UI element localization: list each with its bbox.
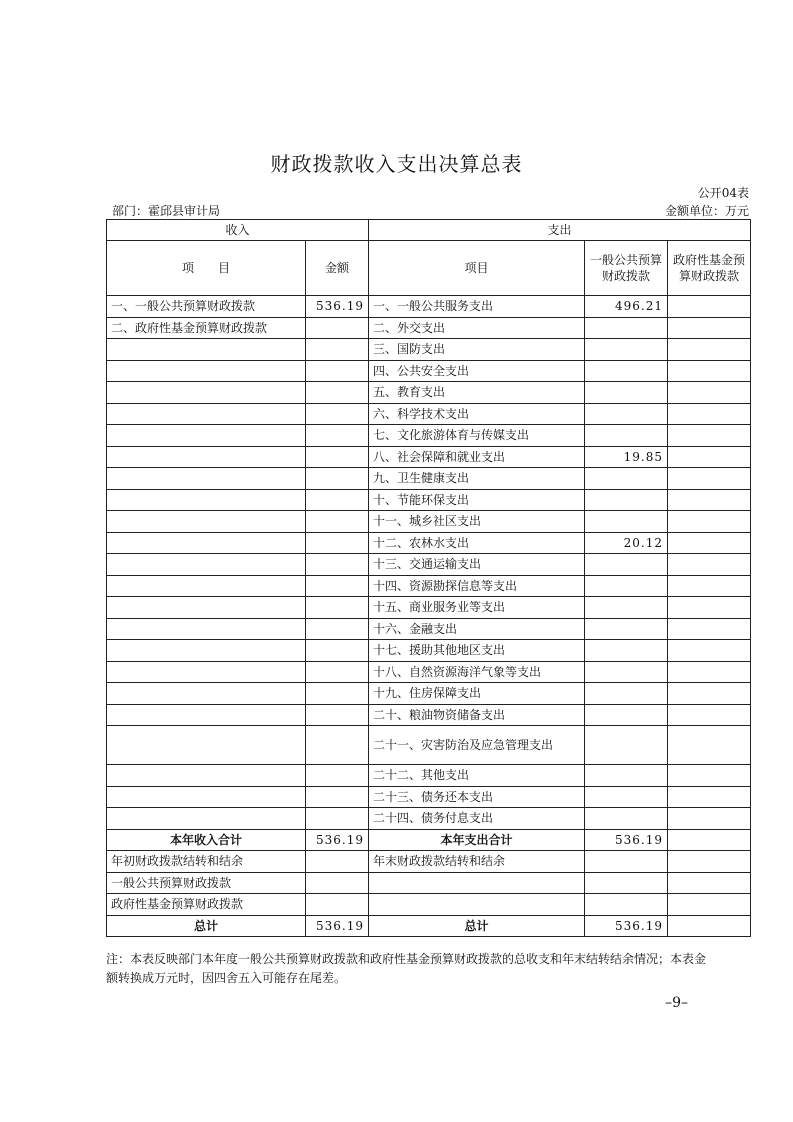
income-amount-cell bbox=[306, 339, 369, 361]
expense-item-cell: 五、教育支出 bbox=[369, 382, 585, 404]
carry-income-item: 一般公共预算财政拨款 bbox=[107, 872, 306, 894]
year-total-row bbox=[107, 829, 751, 851]
income-amount-cell bbox=[306, 575, 369, 597]
income-item-cell bbox=[107, 618, 306, 640]
expense-item-cell: 二十四、债务付息支出 bbox=[369, 808, 585, 830]
general-budget-cell bbox=[585, 597, 668, 619]
gov-fund-cell bbox=[668, 317, 751, 339]
page-title: 财政拨款收入支出决算总表 bbox=[270, 152, 523, 176]
budget-table bbox=[106, 219, 751, 937]
gov-fund-cell bbox=[668, 575, 751, 597]
column-header-row bbox=[107, 241, 751, 296]
footnote: 注：本表反映部门本年度一般公共预算财政拨款和政府性基金预算财政拨款的总收支和年末结转结余情况；本表金额转换成万元时，因四舍五入可能存在尾差。 bbox=[106, 952, 707, 985]
gov-fund-cell bbox=[668, 446, 751, 468]
year-income-total-amount: 536.19 bbox=[306, 829, 369, 851]
carryover-row bbox=[107, 894, 751, 916]
table-row bbox=[107, 597, 751, 619]
gov-fund-cell bbox=[668, 554, 751, 576]
income-item-cell bbox=[107, 704, 306, 726]
table-row bbox=[107, 296, 751, 318]
gov-fund-cell bbox=[668, 683, 751, 705]
table-row bbox=[107, 618, 751, 640]
carry-income-amount bbox=[306, 872, 369, 894]
general-budget-cell bbox=[585, 360, 668, 382]
general-budget-cell bbox=[585, 554, 668, 576]
income-amount-cell bbox=[306, 532, 369, 554]
table-row bbox=[107, 808, 751, 830]
carry-general bbox=[585, 851, 668, 873]
table-row bbox=[107, 765, 751, 787]
carryover-row bbox=[107, 872, 751, 894]
general-budget-cell bbox=[585, 382, 668, 404]
general-budget-cell bbox=[585, 468, 668, 490]
carry-general bbox=[585, 894, 668, 916]
gov-fund-cell bbox=[668, 765, 751, 787]
header-income-amount: 金额 bbox=[306, 241, 369, 296]
expense-item-cell: 七、文化旅游体育与传媒支出 bbox=[369, 425, 585, 447]
general-budget-cell bbox=[585, 726, 668, 765]
expense-item-cell: 十九、住房保障支出 bbox=[369, 683, 585, 705]
income-item-cell bbox=[107, 575, 306, 597]
general-budget-cell: 20.12 bbox=[585, 532, 668, 554]
income-item-cell bbox=[107, 808, 306, 830]
expense-item-cell: 十三、交通运输支出 bbox=[369, 554, 585, 576]
gov-fund-cell bbox=[668, 296, 751, 318]
general-budget-cell bbox=[585, 808, 668, 830]
carry-income-item: 政府性基金预算财政拨款 bbox=[107, 894, 306, 916]
carry-income-amount bbox=[306, 894, 369, 916]
income-item-cell bbox=[107, 597, 306, 619]
expense-item-cell: 八、社会保障和就业支出 bbox=[369, 446, 585, 468]
income-amount-cell bbox=[306, 640, 369, 662]
income-amount-cell bbox=[306, 808, 369, 830]
table-row bbox=[107, 640, 751, 662]
table-row bbox=[107, 683, 751, 705]
general-budget-cell bbox=[585, 511, 668, 533]
carry-fund bbox=[668, 851, 751, 873]
table-row bbox=[107, 786, 751, 808]
gov-fund-cell bbox=[668, 532, 751, 554]
gov-fund-cell bbox=[668, 726, 751, 765]
gov-fund-cell bbox=[668, 339, 751, 361]
expense-item-cell: 二十二、其他支出 bbox=[369, 765, 585, 787]
income-amount-cell bbox=[306, 360, 369, 382]
gov-fund-cell bbox=[668, 382, 751, 404]
unit-label: 金额单位：万元 bbox=[664, 204, 749, 218]
table-code: 公开04表 bbox=[697, 186, 749, 200]
expense-item-cell: 十五、商业服务业等支出 bbox=[369, 597, 585, 619]
table-row bbox=[107, 726, 751, 765]
grand-income-total-label: 总计 bbox=[107, 915, 306, 937]
expense-item-cell: 十二、农林水支出 bbox=[369, 532, 585, 554]
general-budget-cell bbox=[585, 765, 668, 787]
general-budget-cell bbox=[585, 661, 668, 683]
expense-item-cell: 二十一、灾害防治及应急管理支出 bbox=[369, 726, 585, 765]
general-budget-cell bbox=[585, 618, 668, 640]
table-row bbox=[107, 339, 751, 361]
year-income-total-label: 本年收入合计 bbox=[107, 829, 306, 851]
income-item-cell bbox=[107, 403, 306, 425]
table-row bbox=[107, 489, 751, 511]
expense-item-cell: 十七、援助其他地区支出 bbox=[369, 640, 585, 662]
carry-fund bbox=[668, 894, 751, 916]
income-item-cell bbox=[107, 765, 306, 787]
income-item-cell: 二、政府性基金预算财政拨款 bbox=[107, 317, 306, 339]
income-amount-cell bbox=[306, 554, 369, 576]
header-gov-fund: 政府性基金预算财政拨款 bbox=[668, 241, 751, 296]
expense-item-cell: 十四、资源勘探信息等支出 bbox=[369, 575, 585, 597]
gov-fund-cell bbox=[668, 425, 751, 447]
header-general-budget: 一般公共预算财政拨款 bbox=[585, 241, 668, 296]
expense-item-cell: 十六、金融支出 bbox=[369, 618, 585, 640]
expense-item-cell: 十八、自然资源海洋气象等支出 bbox=[369, 661, 585, 683]
income-amount-cell bbox=[306, 726, 369, 765]
grand-income-total-amount: 536.19 bbox=[306, 915, 369, 937]
income-amount-cell bbox=[306, 468, 369, 490]
grand-expense-total-general: 536.19 bbox=[585, 915, 668, 937]
table-row bbox=[107, 425, 751, 447]
general-budget-cell bbox=[585, 489, 668, 511]
table-row bbox=[107, 704, 751, 726]
general-budget-cell bbox=[585, 317, 668, 339]
header-income-item: 项 目 bbox=[107, 241, 306, 296]
carry-expense-item bbox=[369, 872, 585, 894]
general-budget-cell bbox=[585, 704, 668, 726]
general-budget-cell bbox=[585, 575, 668, 597]
gov-fund-cell bbox=[668, 597, 751, 619]
general-budget-cell bbox=[585, 786, 668, 808]
gov-fund-cell bbox=[668, 511, 751, 533]
expense-item-cell: 十、节能环保支出 bbox=[369, 489, 585, 511]
page-number: –9– bbox=[665, 995, 688, 1011]
carry-expense-item bbox=[369, 894, 585, 916]
gov-fund-cell bbox=[668, 704, 751, 726]
expense-item-cell: 九、卫生健康支出 bbox=[369, 468, 585, 490]
expense-item-cell: 四、公共安全支出 bbox=[369, 360, 585, 382]
table-row bbox=[107, 403, 751, 425]
table-row bbox=[107, 468, 751, 490]
gov-fund-cell bbox=[668, 403, 751, 425]
table-row bbox=[107, 446, 751, 468]
gov-fund-cell bbox=[668, 786, 751, 808]
gov-fund-cell bbox=[668, 468, 751, 490]
year-expense-total-fund bbox=[668, 829, 751, 851]
table-row bbox=[107, 382, 751, 404]
income-item-cell: 一、一般公共预算财政拨款 bbox=[107, 296, 306, 318]
gov-fund-cell bbox=[668, 808, 751, 830]
expense-section-header: 支出 bbox=[369, 220, 751, 241]
carryover-row bbox=[107, 851, 751, 873]
income-amount-cell bbox=[306, 489, 369, 511]
income-item-cell bbox=[107, 360, 306, 382]
grand-expense-total-label: 总计 bbox=[369, 915, 585, 937]
gov-fund-cell bbox=[668, 360, 751, 382]
grand-total-row bbox=[107, 915, 751, 937]
department-label: 部门：霍邱县审计局 bbox=[112, 204, 221, 218]
general-budget-cell bbox=[585, 683, 668, 705]
income-item-cell bbox=[107, 425, 306, 447]
grand-expense-total-fund bbox=[668, 915, 751, 937]
table-row bbox=[107, 575, 751, 597]
carry-expense-item: 年末财政拨款结转和结余 bbox=[369, 851, 585, 873]
income-amount-cell bbox=[306, 786, 369, 808]
table-row bbox=[107, 317, 751, 339]
table-row bbox=[107, 511, 751, 533]
income-amount-cell bbox=[306, 446, 369, 468]
table-row bbox=[107, 360, 751, 382]
general-budget-cell bbox=[585, 403, 668, 425]
carry-fund bbox=[668, 872, 751, 894]
income-item-cell bbox=[107, 468, 306, 490]
income-item-cell bbox=[107, 726, 306, 765]
gov-fund-cell bbox=[668, 618, 751, 640]
income-amount-cell bbox=[306, 618, 369, 640]
expense-item-cell: 二十、粮油物资储备支出 bbox=[369, 704, 585, 726]
expense-item-cell: 二、外交支出 bbox=[369, 317, 585, 339]
gov-fund-cell bbox=[668, 489, 751, 511]
expense-item-cell: 三、国防支出 bbox=[369, 339, 585, 361]
expense-item-cell: 一、一般公共服务支出 bbox=[369, 296, 585, 318]
expense-item-cell: 十一、城乡社区支出 bbox=[369, 511, 585, 533]
year-expense-total-label: 本年支出合计 bbox=[369, 829, 585, 851]
carry-income-amount bbox=[306, 851, 369, 873]
general-budget-cell bbox=[585, 339, 668, 361]
income-section-header: 收入 bbox=[107, 220, 369, 241]
year-expense-total-general: 536.19 bbox=[585, 829, 668, 851]
income-item-cell bbox=[107, 532, 306, 554]
income-amount-cell bbox=[306, 704, 369, 726]
income-item-cell bbox=[107, 511, 306, 533]
income-amount-cell bbox=[306, 661, 369, 683]
income-item-cell bbox=[107, 683, 306, 705]
income-amount-cell bbox=[306, 597, 369, 619]
income-item-cell bbox=[107, 640, 306, 662]
gov-fund-cell bbox=[668, 661, 751, 683]
income-amount-cell bbox=[306, 403, 369, 425]
income-amount-cell bbox=[306, 317, 369, 339]
expense-item-cell: 二十三、债务还本支出 bbox=[369, 786, 585, 808]
header-expense-item: 项目 bbox=[369, 241, 585, 296]
income-amount-cell bbox=[306, 765, 369, 787]
income-item-cell bbox=[107, 382, 306, 404]
income-item-cell bbox=[107, 489, 306, 511]
section-header-row bbox=[107, 220, 751, 241]
carry-income-item: 年初财政拨款结转和结余 bbox=[107, 851, 306, 873]
general-budget-cell: 19.85 bbox=[585, 446, 668, 468]
expense-item-cell: 六、科学技术支出 bbox=[369, 403, 585, 425]
income-amount-cell bbox=[306, 683, 369, 705]
income-item-cell bbox=[107, 339, 306, 361]
income-item-cell bbox=[107, 446, 306, 468]
general-budget-cell bbox=[585, 640, 668, 662]
table-row bbox=[107, 532, 751, 554]
general-budget-cell: 496.21 bbox=[585, 296, 668, 318]
income-amount-cell bbox=[306, 511, 369, 533]
table-row bbox=[107, 554, 751, 576]
income-amount-cell bbox=[306, 425, 369, 447]
table-row bbox=[107, 661, 751, 683]
income-item-cell bbox=[107, 786, 306, 808]
carry-general bbox=[585, 872, 668, 894]
income-item-cell bbox=[107, 661, 306, 683]
income-amount-cell: 536.19 bbox=[306, 296, 369, 318]
income-amount-cell bbox=[306, 382, 369, 404]
income-item-cell bbox=[107, 554, 306, 576]
general-budget-cell bbox=[585, 425, 668, 447]
gov-fund-cell bbox=[668, 640, 751, 662]
